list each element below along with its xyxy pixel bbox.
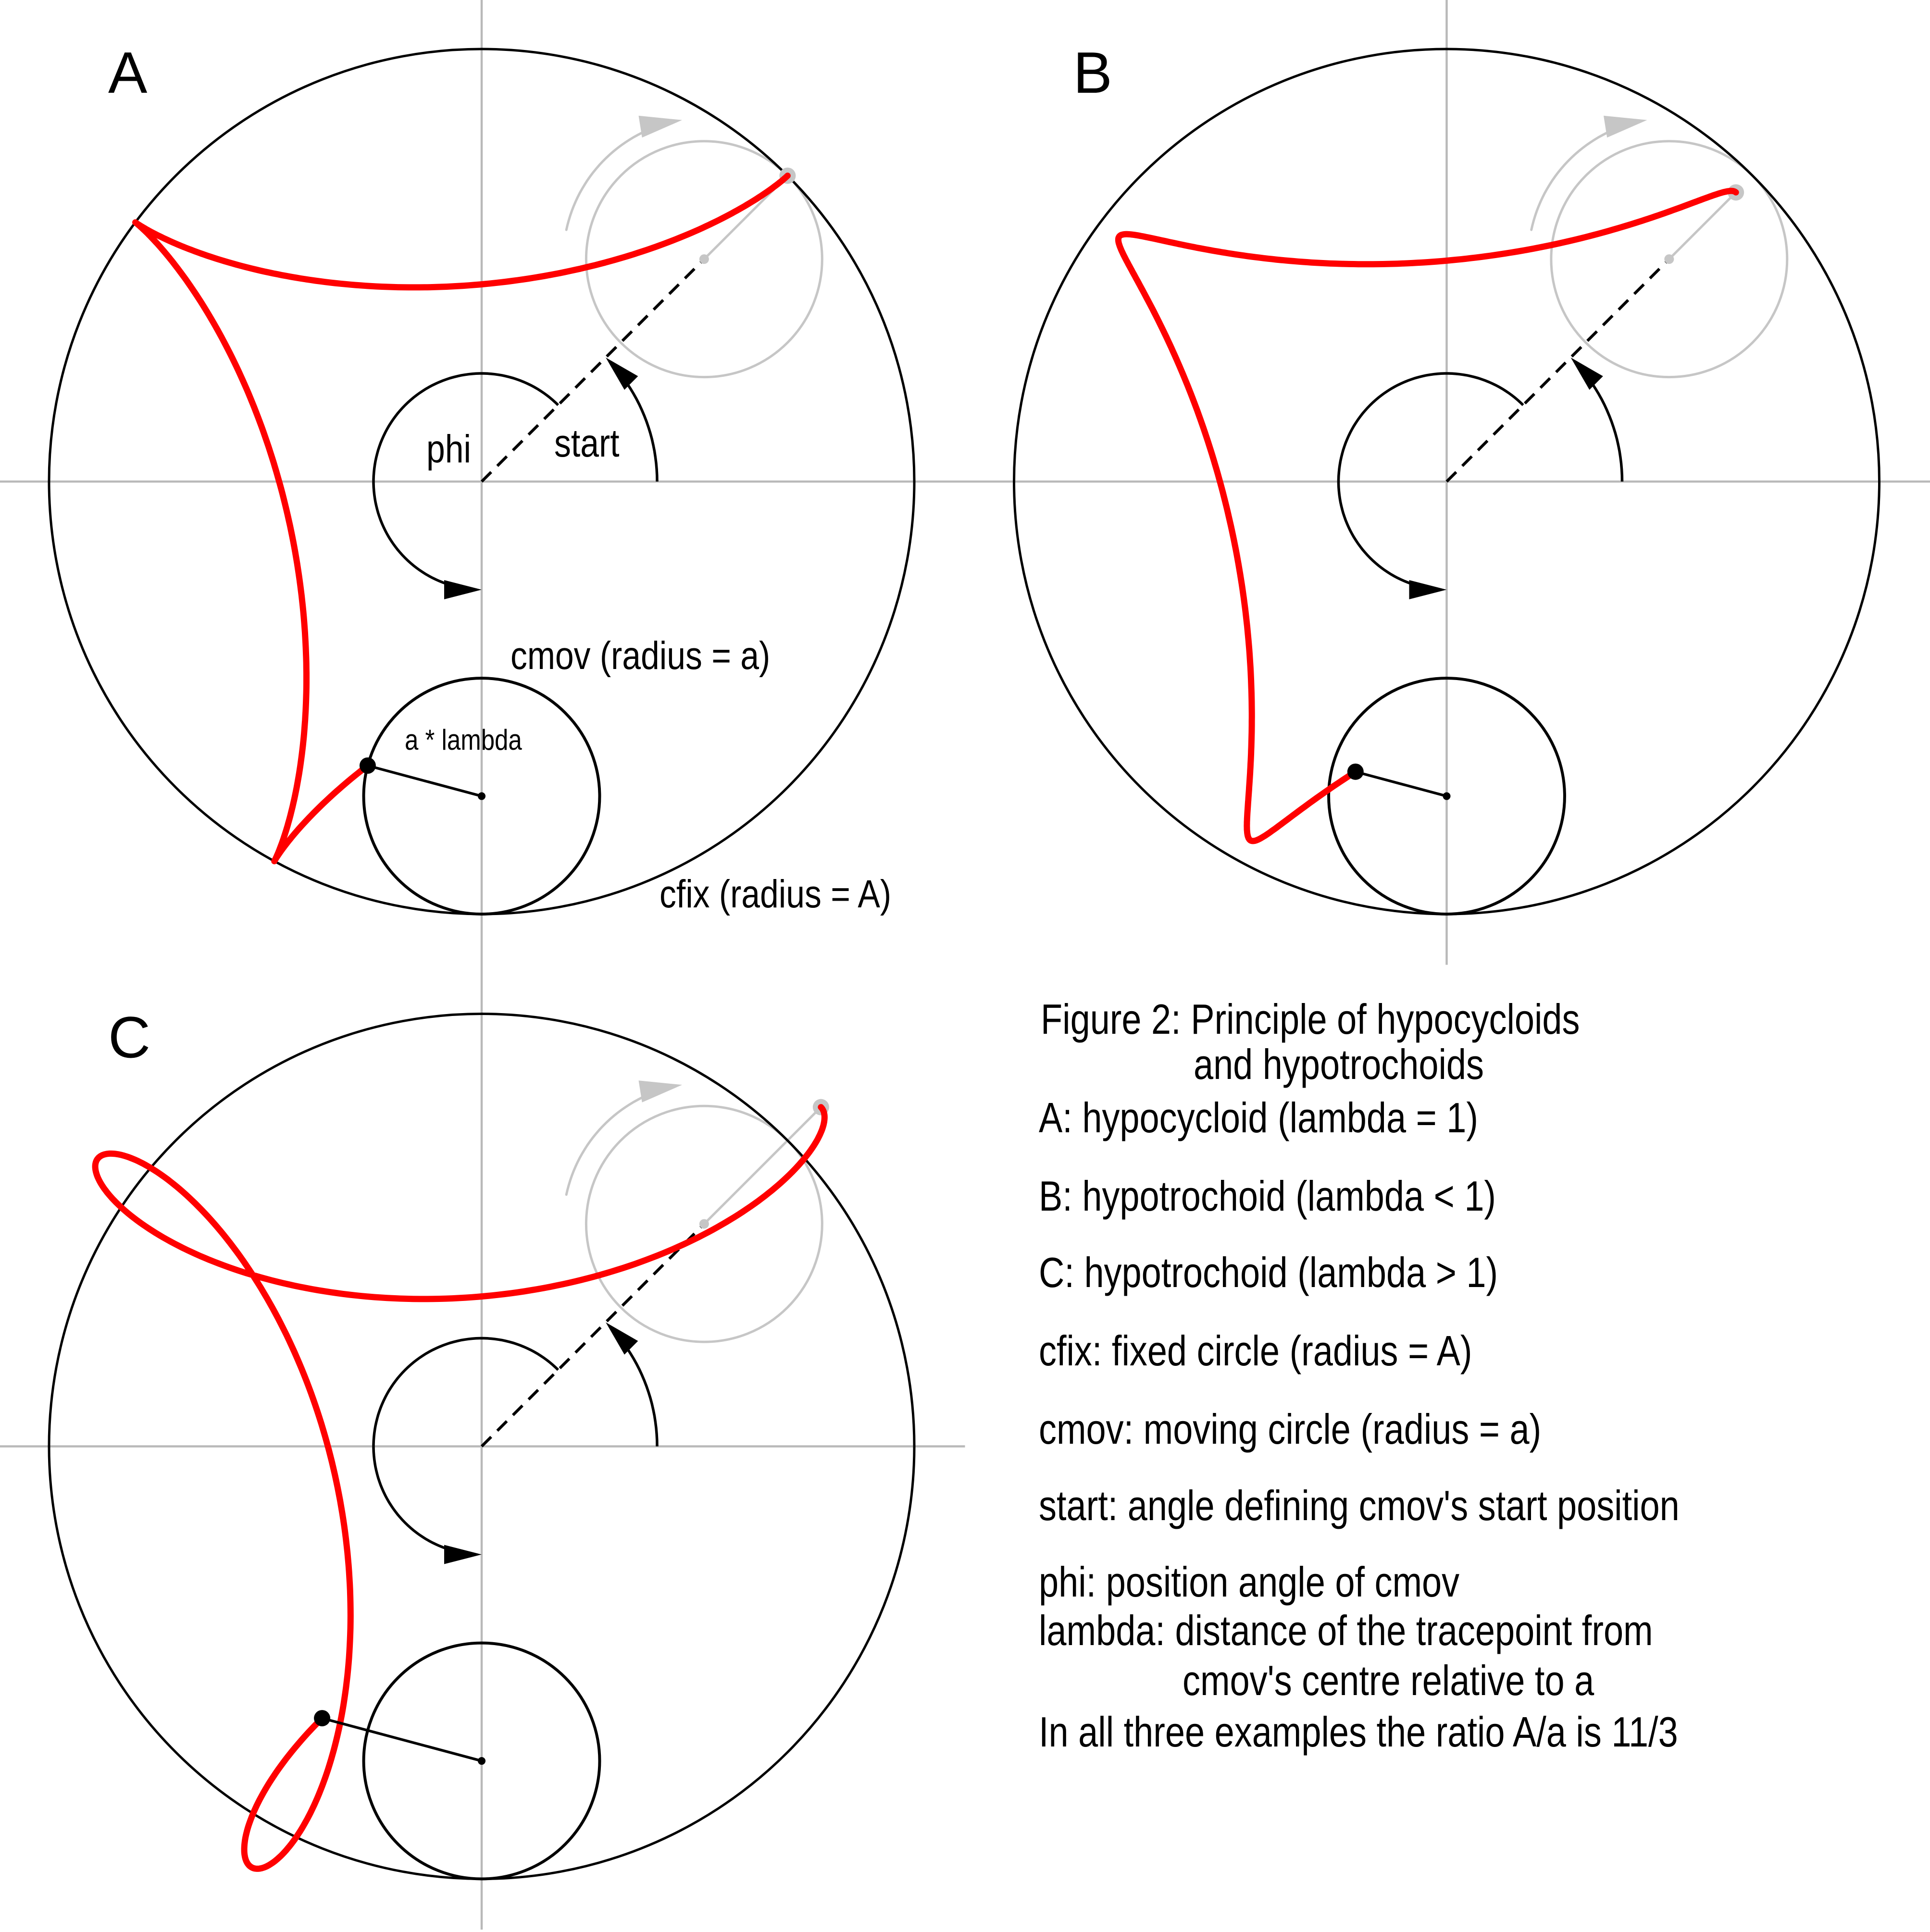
cmov-centre-dot-B — [1443, 793, 1451, 800]
start-arc-C — [612, 1329, 657, 1446]
panel-letter-C: C — [108, 1004, 151, 1070]
phi-arrow-icon-B — [1409, 580, 1447, 599]
cfix-label: cfix (radius = A) — [660, 872, 892, 916]
legend-line-11: In all three examples the ratio A/a is 11/3 — [1039, 1708, 1678, 1756]
cmov-spin-arrow-icon-A — [639, 116, 683, 137]
tracepoint-dot-B — [1347, 764, 1364, 780]
start-cmov-centre-dot-A — [699, 254, 709, 264]
cmov-label: cmov (radius = a) — [511, 633, 771, 678]
phi-angle-label: phi — [426, 427, 471, 471]
legend-line-8: phi: position angle of cmov — [1039, 1558, 1460, 1606]
legend-line-5: cfix: fixed circle (radius = A) — [1039, 1327, 1472, 1375]
start-arrow-icon-A — [606, 358, 638, 390]
trace-curve-A — [136, 176, 788, 861]
trace-curve-B — [1118, 191, 1736, 841]
start-arrow-icon-B — [1571, 358, 1603, 390]
legend-line-0: Figure 2: Principle of hypocycloids — [1041, 995, 1580, 1043]
legend-line-3: B: hypotrochoid (lambda < 1) — [1039, 1172, 1496, 1220]
a-lambda-label: a * lambda — [405, 724, 522, 756]
start-cmov-centre-dot-C — [699, 1219, 709, 1229]
tracearm-A — [368, 766, 482, 796]
start-arrow-icon-C — [606, 1322, 638, 1354]
phi-arrow-icon-A — [444, 580, 482, 599]
start-angle-label: start — [554, 421, 620, 466]
legend-line-7: start: angle defining cmov's start position — [1039, 1482, 1680, 1530]
start-tracearm-C — [704, 1107, 821, 1224]
tracepoint-dot-C — [314, 1710, 330, 1726]
cmov-centre-dot-C — [478, 1757, 486, 1765]
cmov-centre-dot-A — [478, 793, 486, 800]
legend-line-9: lambda: distance of the tracepoint from — [1039, 1607, 1653, 1655]
legend-line-6: cmov: moving circle (radius = a) — [1039, 1405, 1542, 1453]
legend-line-1: and hypotrochoids — [1193, 1040, 1484, 1089]
cmov-spin-arrow-icon-C — [639, 1080, 683, 1102]
cmov-spin-arrow-icon-B — [1604, 116, 1647, 137]
start-cmov-centre-dot-B — [1664, 254, 1674, 264]
phi-arrow-icon-C — [444, 1545, 482, 1564]
start-direction-dashed-line-C — [482, 1224, 704, 1447]
panel-letter-A: A — [108, 40, 148, 105]
start-arc-B — [1577, 364, 1622, 482]
legend-line-2: A: hypocycloid (lambda = 1) — [1039, 1094, 1479, 1142]
tracearm-C — [322, 1718, 482, 1761]
panel-letter-B: B — [1073, 40, 1112, 105]
tracepoint-dot-A — [360, 757, 376, 774]
tracearm-B — [1356, 772, 1447, 796]
start-direction-dashed-line-B — [1447, 259, 1669, 482]
legend-line-4: C: hypotrochoid (lambda > 1) — [1039, 1249, 1498, 1297]
legend-line-10: cmov's centre relative to a — [1183, 1657, 1594, 1705]
